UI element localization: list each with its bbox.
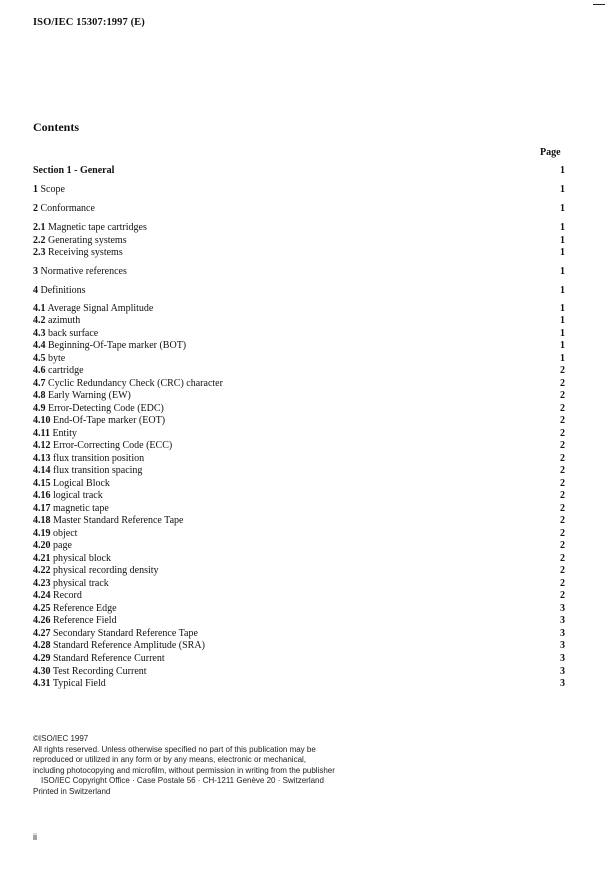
toc-entry-page: 2 — [560, 465, 565, 476]
toc-entry-title: flux transition spacing — [53, 465, 143, 476]
toc-entry-title: Typical Field — [52, 678, 106, 689]
toc-entry — [33, 639, 565, 652]
toc-entry-number: 4.21 — [33, 553, 51, 564]
toc-entry-page: 2 — [560, 490, 565, 501]
toc-entry-number: 4.1 — [33, 303, 46, 314]
toc-entry-title: Standard Reference Current — [53, 653, 165, 664]
toc-entry-number: 4.31 — [33, 678, 51, 689]
toc-entry — [33, 514, 565, 527]
toc-entry-page: 3 — [560, 603, 565, 614]
toc-entry-title: cartridge — [48, 365, 84, 376]
toc-entry-page: 3 — [560, 615, 565, 626]
toc-entry-number: 2 — [33, 203, 38, 214]
toc-entry — [33, 652, 565, 665]
toc-entry-title: magnetic tape — [53, 503, 109, 514]
toc-entry-page: 1 — [560, 340, 565, 351]
toc-entry-title: Logical Block — [53, 478, 110, 489]
toc-entry-title: Error-Correcting Code (ECC) — [53, 440, 173, 451]
toc-entry-number: 4.28 — [33, 640, 51, 651]
toc-entry-title: logical track — [53, 490, 103, 501]
toc-entry-number: 4.19 — [33, 528, 51, 539]
toc-entry-page: 1 — [560, 315, 565, 326]
toc-entry-page: 1 — [560, 165, 565, 176]
toc-section-heading — [33, 164, 565, 177]
toc-entry-page: 2 — [560, 403, 565, 414]
toc-entry-page: 1 — [560, 353, 565, 364]
toc-entry-title: Early Warning (EW) — [48, 390, 131, 401]
toc-entry-number: 4.26 — [33, 615, 51, 626]
toc-entry-page: 2 — [560, 415, 565, 426]
toc-entry-number: 4.22 — [33, 565, 51, 576]
toc-entry-page: 2 — [560, 578, 565, 589]
toc-entry-page: 2 — [560, 540, 565, 551]
toc-entry-number: 4.16 — [33, 490, 51, 501]
toc-entry-number: 4.13 — [33, 453, 51, 464]
toc-entry-title: Generating systems — [48, 235, 127, 246]
page-column-heading: Page — [540, 147, 561, 158]
toc-entry-page: 2 — [560, 553, 565, 564]
toc-entry-page: 2 — [560, 365, 565, 376]
toc-entry-number: 3 — [33, 266, 38, 277]
toc-entry-title: Beginning-Of-Tape marker (BOT) — [48, 340, 187, 351]
toc-entry-number: 4.2 — [33, 315, 46, 326]
toc-entry — [33, 202, 565, 215]
toc-entry — [33, 614, 565, 627]
toc-entry-number: 4.6 — [33, 365, 46, 376]
toc-entry — [33, 564, 565, 577]
toc-entry-page: 1 — [560, 235, 565, 246]
toc-entry-page: 2 — [560, 453, 565, 464]
toc-entry-page: 2 — [560, 528, 565, 539]
toc-entry-page: 3 — [560, 628, 565, 639]
toc-entry-title: Section 1 - General — [33, 165, 115, 176]
rights-text-line-2: reproduced or utilized in any form or by any means, electronic or mechanical, — [33, 755, 307, 764]
toc-entry-page: 1 — [560, 184, 565, 195]
toc-entry-number: 4.10 — [33, 415, 51, 426]
toc-entry-title: page — [53, 540, 72, 551]
toc-entry-number: 4.3 — [33, 328, 46, 339]
toc-entry-title: physical recording density — [53, 565, 159, 576]
toc-entry-number: 4.27 — [33, 628, 51, 639]
toc-entry-page: 1 — [560, 285, 565, 296]
toc-entry-page: 2 — [560, 428, 565, 439]
toc-entry-number: 4.8 — [33, 390, 46, 401]
toc-entry-number: 4.18 — [33, 515, 51, 526]
toc-entry-title: Reference Field — [53, 615, 117, 626]
toc-entry — [33, 464, 565, 477]
contents-heading: Contents — [33, 120, 80, 134]
toc-entry-number: 4.30 — [33, 666, 51, 677]
toc-entry-title: Entity — [52, 428, 77, 439]
toc-entry-number: 4.25 — [33, 603, 51, 614]
toc-entry-title: physical track — [53, 578, 109, 589]
toc-entry — [33, 677, 565, 690]
toc-entry-page: 3 — [560, 640, 565, 651]
toc-entry-title: physical block — [53, 553, 112, 564]
toc-entry-title: Reference Edge — [53, 603, 117, 614]
toc-entry — [33, 439, 565, 452]
toc-entry-number: 4.11 — [33, 428, 50, 439]
toc-entry-number: 4.5 — [33, 353, 46, 364]
toc-entry — [33, 314, 565, 327]
toc-entry-title: Scope — [40, 184, 65, 195]
toc-entry-title: End-Of-Tape marker (EOT) — [53, 415, 166, 426]
toc-entry-number: 4 — [33, 285, 38, 296]
toc-entry-title: Cyclic Redundancy Check (CRC) character — [48, 378, 223, 389]
toc-entry-number: 4.4 — [33, 340, 46, 351]
toc-entry-number: 2.2 — [33, 235, 46, 246]
toc-entry-page: 2 — [560, 503, 565, 514]
toc-entry-page: 2 — [560, 590, 565, 601]
toc-entry-page: 1 — [560, 328, 565, 339]
toc-entry — [33, 183, 565, 196]
toc-entry-number: 4.9 — [33, 403, 46, 414]
toc-entry-title: Normative references — [40, 266, 127, 277]
toc-entry-page: 2 — [560, 378, 565, 389]
toc-entry-page: 2 — [560, 565, 565, 576]
toc-entry-number: 1 — [33, 184, 38, 195]
toc-entry-title: object — [53, 528, 78, 539]
toc-entry — [33, 364, 565, 377]
toc-entry-page: 1 — [560, 222, 565, 233]
toc-entry-title: byte — [48, 353, 66, 364]
toc-entry-title: Secondary Standard Reference Tape — [53, 628, 198, 639]
toc-entry-page: 1 — [560, 247, 565, 258]
copyright-line: ©ISO/IEC 1997 — [33, 734, 89, 743]
toc-entry-title: azimuth — [48, 315, 81, 326]
toc-entry-number: 4.29 — [33, 653, 51, 664]
toc-entry-page: 1 — [560, 203, 565, 214]
toc-entry-page: 1 — [560, 266, 565, 277]
toc-entry-number: 4.24 — [33, 590, 51, 601]
toc-entry — [33, 539, 565, 552]
toc-entry-title: Master Standard Reference Tape — [53, 515, 184, 526]
toc-entry — [33, 284, 565, 297]
toc-entry-page: 2 — [560, 478, 565, 489]
toc-entry — [33, 339, 565, 352]
toc-entry-page: 3 — [560, 666, 565, 677]
toc-entry-title: Error-Detecting Code (EDC) — [48, 403, 164, 414]
toc-entry-page: 2 — [560, 390, 565, 401]
toc-entry — [33, 414, 565, 427]
toc-entry-number: 4.20 — [33, 540, 51, 551]
toc-entry-number: 2.1 — [33, 222, 46, 233]
copyright-notice — [33, 734, 335, 797]
toc-entry-number: 4.12 — [33, 440, 51, 451]
toc-entry-title: Magnetic tape cartridges — [48, 222, 147, 233]
toc-entry — [33, 265, 565, 278]
toc-entry-page: 3 — [560, 678, 565, 689]
toc-entry-number: 4.14 — [33, 465, 51, 476]
corner-crop-mark — [593, 4, 605, 5]
rights-text-line-1: All rights reserved. Unless otherwise specified no part of this publication may be — [33, 744, 316, 754]
toc-entry — [33, 389, 565, 402]
toc-entry-page: 1 — [560, 303, 565, 314]
toc-entry-title: back surface — [48, 328, 99, 339]
page-number: ii — [33, 832, 37, 842]
toc-entry-title: Test Recording Current — [52, 666, 147, 677]
toc-entry — [33, 221, 565, 234]
toc-entry-page: 2 — [560, 515, 565, 526]
toc-entry-title: Record — [53, 590, 82, 601]
printed-in-line: Printed in Switzerland — [33, 786, 111, 796]
toc-entry-number: 4.17 — [33, 503, 51, 514]
toc-entry-page: 2 — [560, 440, 565, 451]
toc-entry-title: Conformance — [40, 203, 95, 214]
document-identifier: ISO/IEC 15307:1997 (E) — [33, 17, 145, 28]
toc-entry — [33, 489, 565, 502]
toc-entry-page: 3 — [560, 653, 565, 664]
toc-entry-number: 4.23 — [33, 578, 51, 589]
toc-entry — [33, 589, 565, 602]
toc-entry-number: 4.15 — [33, 478, 51, 489]
copyright-office-address: ISO/IEC Copyright Office · Case Postale 56 · CH-1211 Genève 20 · Switzerland — [41, 776, 324, 785]
toc-entry-number: 4.7 — [33, 378, 46, 389]
toc-entry-title: Receiving systems — [48, 247, 123, 258]
toc-entry-title: Definitions — [40, 285, 86, 296]
rights-text-line-3: including photocopying and microfilm, without permission in writing from the publisher — [33, 765, 335, 775]
toc-entry-number: 2.3 — [33, 247, 46, 258]
toc-entry-title: Average Signal Amplitude — [47, 303, 154, 314]
toc-entry-title: flux transition position — [53, 453, 145, 464]
toc-entry-title: Standard Reference Amplitude (SRA) — [53, 640, 205, 651]
toc-entry — [33, 246, 565, 259]
